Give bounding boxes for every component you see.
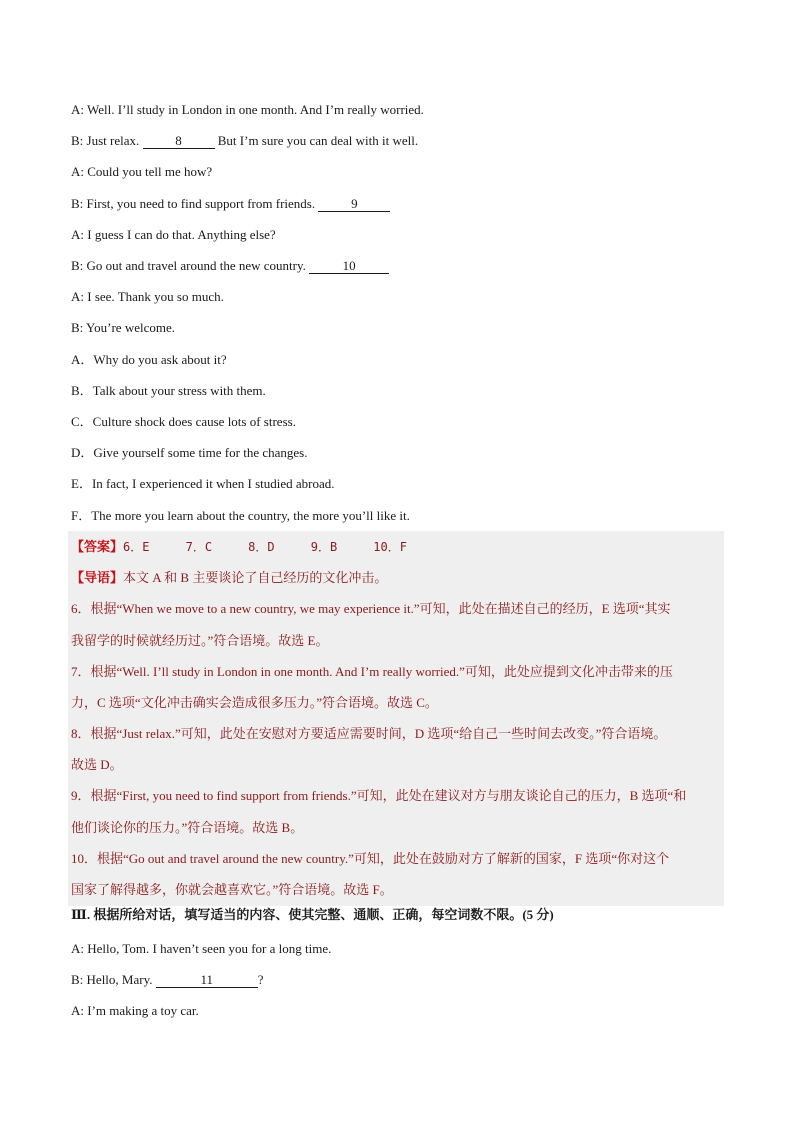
dialogue2-line-3: A: I’m making a toy car. <box>71 1003 199 1018</box>
dialogue-line-8: B: You’re welcome. <box>71 320 175 335</box>
option-a: A．Why do you ask about it? <box>71 352 227 367</box>
explanation-6-line-2: 我留学的时候就经历过。”符合语境。故选 E。 <box>71 633 329 648</box>
answer-blank-8: 8 <box>143 133 215 149</box>
explanation-10-line-2: 国家了解得越多，你就会越喜欢它。”符合语境。故选 F。 <box>71 882 393 897</box>
dialogue-text: B: Hello, Mary. <box>71 972 156 987</box>
explanation-7-line-2: 力，C 选项“文化冲击确实会造成很多压力。”符合语境。故选 C。 <box>71 695 438 710</box>
guide-text: 本文 A 和 B 主要谈论了自己经历的文化冲击。 <box>123 570 388 585</box>
explanation-8-line-1: 8．根据“Just relax.”可知，此处在安慰对方要适应需要时间，D 选项“给自己一些时间去改变。”符合语境。 <box>71 726 667 741</box>
option-e: E．In fact, I experienced it when I studied abroad. <box>71 476 335 491</box>
answer-blank-9: 9 <box>318 196 390 212</box>
explanation-9-line-2: 他们谈论你的压力。”符合语境。故选 B。 <box>71 820 304 835</box>
option-c: C．Culture shock does cause lots of stress. <box>71 414 296 429</box>
option-f: F．The more you learn about the country, the more you’ll like it. <box>71 508 410 523</box>
dialogue-text: B: First, you need to find support from friends. <box>71 196 319 211</box>
explanation-10-line-1: 10．根据“Go out and travel around the new country.”可知，此处在鼓励对方了解新的国家，F 选项“你对这个 <box>71 851 670 866</box>
guide-line <box>71 569 387 587</box>
dialogue-line-3: A: Could you tell me how? <box>71 164 213 179</box>
guide-tag: 【导语】 <box>71 570 124 585</box>
answer-tag: 【答案】 <box>71 539 124 554</box>
dialogue-text: ? <box>257 972 264 987</box>
option-b: B．Talk about your stress with them. <box>71 383 266 398</box>
explanation-9-line-1: 9．根据“First, you need to find support from friends.”可知，此处在建议对方与朋友谈论自己的压力，B 选项“和 <box>71 788 687 803</box>
dialogue-line-4 <box>71 195 390 213</box>
answer-key: 6．E 7．C 8．D 9．B 10．F <box>123 540 407 554</box>
dialogue2-line-2 <box>71 971 264 989</box>
answer-blank-11: 11 <box>156 972 258 988</box>
dialogue-line-5: A: I guess I can do that. Anything else? <box>71 227 276 242</box>
explanation-7-line-1: 7．根据“Well. I’ll study in London in one month. And I’m really worried.”可知，此处应提到文化冲击带来的压 <box>71 664 673 679</box>
answer-line <box>71 538 407 556</box>
dialogue-line-6 <box>71 257 389 275</box>
dialogue-text: But I’m sure you can deal with it well. <box>214 133 419 148</box>
dialogue-line-7: A: I see. Thank you so much. <box>71 289 224 304</box>
dialogue-line-2 <box>71 132 418 150</box>
dialogue2-line-1: A: Hello, Tom. I haven’t seen you for a long time. <box>71 941 332 956</box>
answer-blank-10: 10 <box>309 258 389 274</box>
dialogue-text: B: Go out and travel around the new country. <box>71 258 310 273</box>
dialogue-line-1: A: Well. I’ll study in London in one month. And I’m really worried. <box>71 102 424 117</box>
explanation-6-line-1: 6．根据“When we move to a new country, we may experience it.”可知，此处在描述自己的经历，E 选项“其实 <box>71 601 671 616</box>
option-d: D．Give yourself some time for the changes. <box>71 445 308 460</box>
explanation-8-line-2: 故选 D。 <box>71 757 123 772</box>
dialogue-text: B: Just relax. <box>71 133 143 148</box>
section-3-heading: Ⅲ. 根据所给对话，填写适当的内容、使其完整、通顺、正确，每空词数不限。(5 分) <box>71 907 554 922</box>
